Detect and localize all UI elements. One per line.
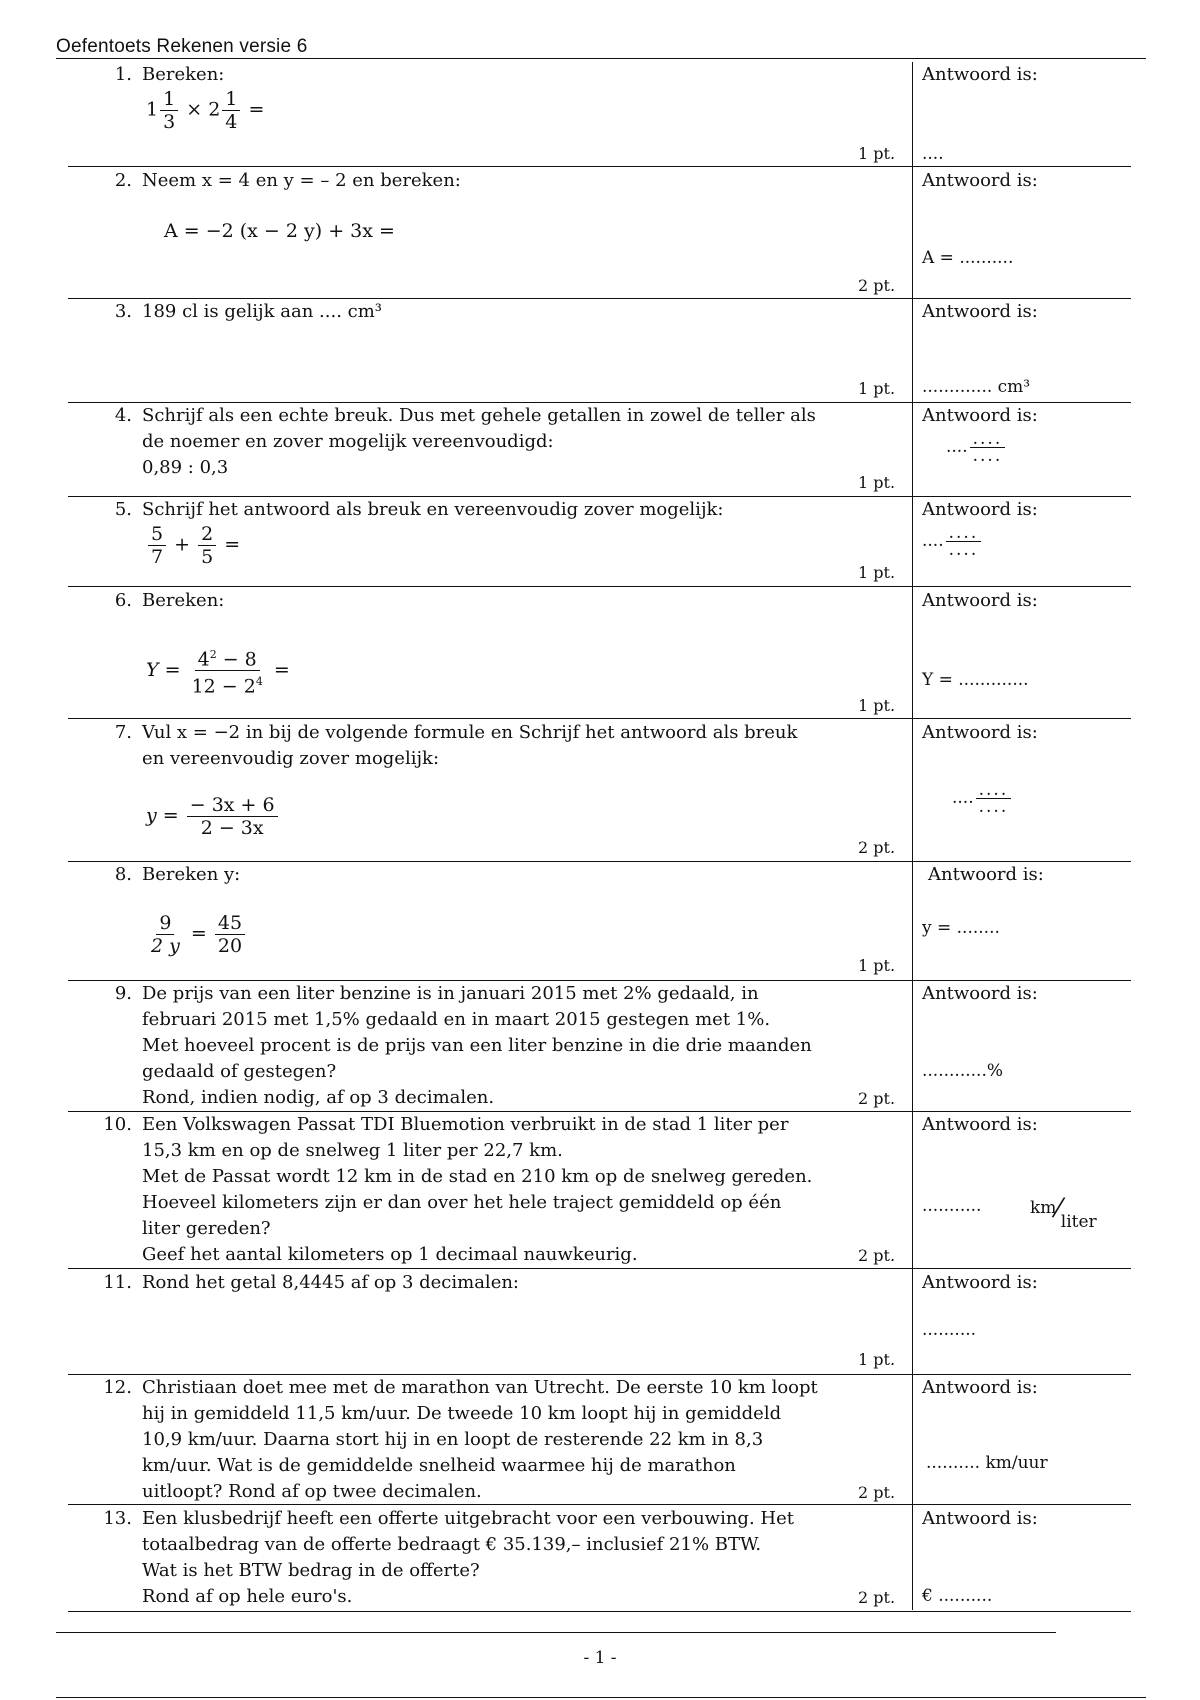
question-number: 9. <box>114 983 132 1004</box>
operator: + <box>174 533 191 556</box>
row-divider <box>68 718 1131 719</box>
answer-label: Antwoord is: <box>922 1114 1038 1135</box>
points: 1 pt. <box>858 956 896 975</box>
fraction: $\frac{9}{2 y}$ <box>151 912 180 957</box>
points: 2 pt. <box>858 1246 896 1265</box>
question-number: 3. <box>114 301 132 322</box>
question-text <box>142 862 842 888</box>
question-line: gedaald of gestegen? <box>142 1061 337 1082</box>
fraction: $\frac{2}{5}$ <box>198 523 216 568</box>
answer-column-divider <box>912 62 913 1610</box>
formula-power-fraction <box>146 644 290 698</box>
question-line: uitloopt? Rond af op twee decimalen. <box>142 1481 482 1502</box>
question-number: 6. <box>114 590 132 611</box>
question-number: 11. <box>103 1272 132 1293</box>
question-number: 2. <box>114 170 132 191</box>
answer-label: Antwoord is: <box>922 590 1038 611</box>
points: 2 pt. <box>858 1089 896 1108</box>
row-divider <box>68 1611 1131 1612</box>
question-line: Rond het getal 8,4445 af op 3 decimalen: <box>142 1272 519 1293</box>
question-text <box>142 403 842 481</box>
answer-label: Antwoord is: <box>922 1272 1038 1293</box>
question-number: 13. <box>103 1508 132 1529</box>
question-line: 0,89 : 0,3 <box>142 457 229 478</box>
question-number: 7. <box>114 722 132 743</box>
question-number: 5. <box>114 499 132 520</box>
answer-field: ............. cm³ <box>922 377 1031 397</box>
points: 2 pt. <box>858 838 896 857</box>
points: 1 pt. <box>858 473 896 492</box>
question-line: hij in gemiddeld 11,5 km/uur. De tweede 10 km loopt hij in gemiddeld <box>142 1403 782 1424</box>
answer-field: ........... <box>922 1196 982 1216</box>
fraction: $\frac{5}{7}$ <box>148 523 166 568</box>
question-line: Christiaan doet mee met de marathon van Utrecht. De eerste 10 km loopt <box>142 1377 818 1398</box>
question-line: de noemer en zover mogelijk vereenvoudigd: <box>142 431 554 452</box>
answer-field: € .......... <box>922 1586 993 1606</box>
equals: = <box>248 98 265 121</box>
formula-rational <box>146 794 280 839</box>
answer-fraction-field: .... $\frac{....}{....}$ <box>946 431 1007 464</box>
equals: = <box>224 533 241 556</box>
header-rule <box>56 58 1146 59</box>
whole-2: 2 <box>208 98 221 121</box>
question-line: Rond af op hele euro's. <box>142 1586 353 1607</box>
question-line: liter gereden? <box>142 1218 271 1239</box>
question-line: 10,9 km/uur. Daarna stort hij in en loopt de resterende 22 km in 8,3 <box>142 1429 764 1450</box>
question-text <box>142 981 842 1111</box>
operator: × <box>186 98 203 121</box>
points: 1 pt. <box>858 379 896 398</box>
points: 1 pt. <box>858 696 896 715</box>
points: 2 pt. <box>858 1588 896 1607</box>
question-line: De prijs van een liter benzine is in januari 2015 met 2% gedaald, in <box>142 983 759 1004</box>
points: 1 pt. <box>858 563 896 582</box>
points: 2 pt. <box>858 1483 896 1502</box>
answer-fraction-field: .... $\frac{....}{....}$ <box>922 525 983 558</box>
question-line: Bereken y: <box>142 864 241 885</box>
answer-label: Antwoord is: <box>928 864 1044 885</box>
answer-field: y = ........ <box>922 918 1000 938</box>
bottom-rule <box>56 1697 1146 1698</box>
formula-lhs: Y = <box>146 658 181 681</box>
answer-field: A = .......... <box>922 248 1014 268</box>
points: 1 pt. <box>858 144 896 163</box>
fraction: $\frac{- 3x + 6}{2 - 3x}$ <box>187 794 278 839</box>
document-title: Oefentoets Rekenen versie 6 <box>56 36 308 57</box>
answer-label: Antwoord is: <box>922 405 1038 426</box>
question-line: Een Volkswagen Passat TDI Bluemotion verbruikt in de stad 1 liter per <box>142 1114 789 1135</box>
question-line: Vul x = −2 in bij de volgende formule en Schrijf het antwoord als breuk <box>142 722 798 743</box>
fraction: $\frac{45}{20}$ <box>215 912 245 957</box>
fraction: $\frac{4^2 - 8}{12 - 2^4}$ <box>189 644 266 698</box>
question-number: 8. <box>114 864 132 885</box>
question-line: Met hoeveel procent is de prijs van een liter benzine in die drie maanden <box>142 1035 812 1056</box>
question-line: Hoeveel kilometers zijn er dan over het hele traject gemiddeld op één <box>142 1192 782 1213</box>
answer-label: Antwoord is: <box>922 983 1038 1004</box>
row-divider <box>68 1268 1131 1269</box>
question-text <box>142 720 842 772</box>
question-line: februari 2015 met 1,5% gedaald en in maart 2015 gestegen met 1%. <box>142 1009 771 1030</box>
question-number: 10. <box>103 1114 132 1135</box>
formula-fraction-sum <box>146 523 240 568</box>
question-line: Neem x = 4 en y = – 2 en bereken: <box>142 170 461 191</box>
question-line: Met de Passat wordt 12 km in de stad en 210 km op de snelweg gereden. <box>142 1166 813 1187</box>
question-text <box>142 1506 842 1610</box>
answer-label: Antwoord is: <box>922 170 1038 191</box>
question-line: 189 cl is gelijk aan .... cm³ <box>142 301 383 322</box>
answer-label: Antwoord is: <box>922 1377 1038 1398</box>
equals: = <box>273 658 290 681</box>
question-number: 12. <box>103 1377 132 1398</box>
question-text <box>142 168 842 194</box>
question-line: Een klusbedrijf heeft een offerte uitgebracht voor een verbouwing. Het <box>142 1508 794 1529</box>
question-line: Wat is het BTW bedrag in de offerte? <box>142 1560 480 1581</box>
formula-expression: A = −2 (x − 2 y) + 3x = <box>164 220 395 242</box>
question-number: 4. <box>114 405 132 426</box>
answer-label: Antwoord is: <box>922 722 1038 743</box>
answer-field: ............% <box>922 1061 1003 1081</box>
question-line: en vereenvoudig zover mogelijk: <box>142 748 440 769</box>
question-line: 15,3 km en op de snelweg 1 liter per 22,7 km. <box>142 1140 563 1161</box>
question-line: km/uur. Wat is de gemiddelde snelheid waarmee hij de marathon <box>142 1455 736 1476</box>
question-text <box>142 1375 842 1505</box>
row-divider <box>68 586 1131 587</box>
question-number: 1. <box>114 64 132 85</box>
answer-label: Antwoord is: <box>922 499 1038 520</box>
footer-rule <box>56 1632 1056 1633</box>
question-text <box>142 62 842 88</box>
answer-label: Antwoord is: <box>922 1508 1038 1529</box>
question-text <box>142 588 842 614</box>
question-text <box>142 1112 842 1268</box>
answer-fraction-field: .... $\frac{....}{....}$ <box>952 782 1013 815</box>
formula-lhs: y = <box>146 804 179 827</box>
fraction: $\frac{1}{3}$ <box>160 88 178 133</box>
unit-km-per-liter: km⁄liter <box>1030 1194 1097 1232</box>
answer-field: .......... <box>922 1320 977 1340</box>
question-line: Bereken: <box>142 590 225 611</box>
row-divider <box>68 166 1131 167</box>
formula-proportion <box>146 912 247 957</box>
equals: = <box>190 922 207 945</box>
question-line: Geef het aantal kilometers op 1 decimaal nauwkeurig. <box>142 1244 638 1265</box>
answer-field: Y = ............. <box>922 670 1029 690</box>
question-line: Schrijf het antwoord als breuk en vereenvoudig zover mogelijk: <box>142 499 724 520</box>
question-text <box>142 497 842 523</box>
whole-1: 1 <box>146 98 159 121</box>
question-text <box>142 299 842 325</box>
question-line: Bereken: <box>142 64 225 85</box>
question-line: Rond, indien nodig, af op 3 decimalen. <box>142 1087 495 1108</box>
question-line: totaalbedrag van de offerte bedraagt € 35.139,– inclusief 21% BTW. <box>142 1534 762 1555</box>
page-number: - 1 - <box>583 1648 617 1668</box>
formula-mixed-product <box>146 88 264 133</box>
answer-field: .... <box>922 144 944 164</box>
fraction: $\frac{1}{4}$ <box>222 88 240 133</box>
points: 1 pt. <box>858 1350 896 1369</box>
answer-label: Antwoord is: <box>922 301 1038 322</box>
answer-label: Antwoord is: <box>922 64 1038 85</box>
points: 2 pt. <box>858 276 896 295</box>
question-text <box>142 1270 842 1296</box>
answer-field: .......... km/uur <box>926 1453 1048 1473</box>
question-line: Schrijf als een echte breuk. Dus met gehele getallen in zowel de teller als <box>142 405 816 426</box>
